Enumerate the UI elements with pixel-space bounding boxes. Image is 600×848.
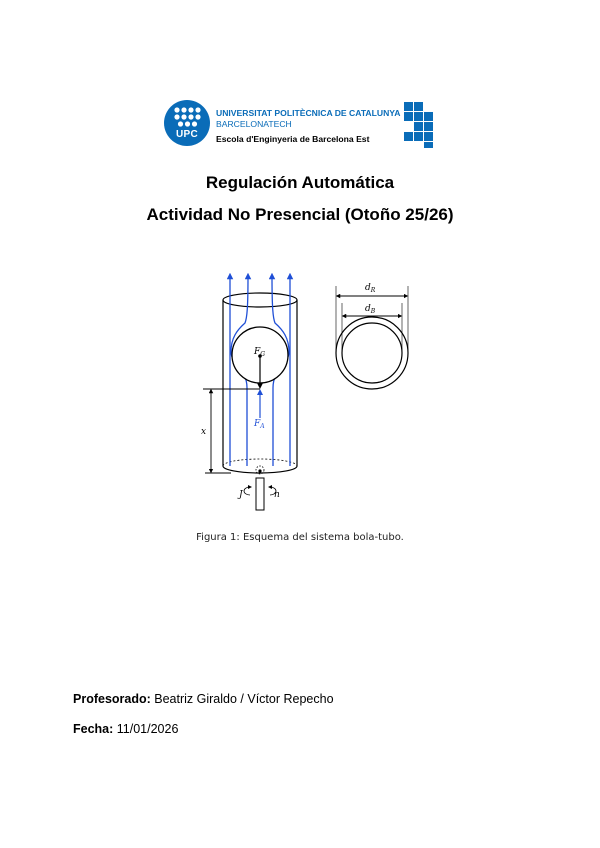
fg-label: $F_G$ [254, 347, 266, 358]
fa-label: $F_A$ [254, 419, 265, 430]
university-name: UNIVERSITAT POLITÈCNICA DE CATALUNYA [216, 108, 401, 118]
teachers-row [73, 692, 334, 706]
date-value: 11/01/2026 [113, 722, 179, 736]
cross-section [336, 286, 408, 389]
j-label: J [239, 490, 243, 500]
logo-badge-text: UPC [175, 129, 198, 140]
n-label: n [274, 490, 280, 500]
ball-tube-diagram [195, 268, 415, 518]
upc-emblem [164, 100, 210, 146]
school-squares-icon [404, 102, 436, 148]
height-dimension [203, 389, 260, 473]
x-label: x [201, 427, 207, 437]
document-title: Regulación Automática [205, 173, 395, 192]
university-logo [164, 100, 436, 150]
school-name: Escola d'Enginyeria de Barcelona Est [216, 134, 370, 144]
date-row [73, 722, 178, 736]
figure-caption: Figura 1: Esquema del sistema bola-tubo. [196, 532, 404, 543]
date-label: Fecha: [73, 722, 114, 736]
teachers-label: Profesorado: [73, 692, 151, 706]
logo-text [216, 108, 400, 145]
document-subtitle: Actividad No Presencial (Otoño 25/26) [146, 205, 454, 224]
emblem-dots-icon [172, 106, 202, 128]
teachers-value: Beatriz Giraldo / Víctor Repecho [150, 692, 334, 706]
dr-label: $d_R$ [365, 283, 376, 294]
db-label: $d_B$ [365, 304, 376, 315]
university-tagline: BARCELONATECH [216, 119, 292, 129]
